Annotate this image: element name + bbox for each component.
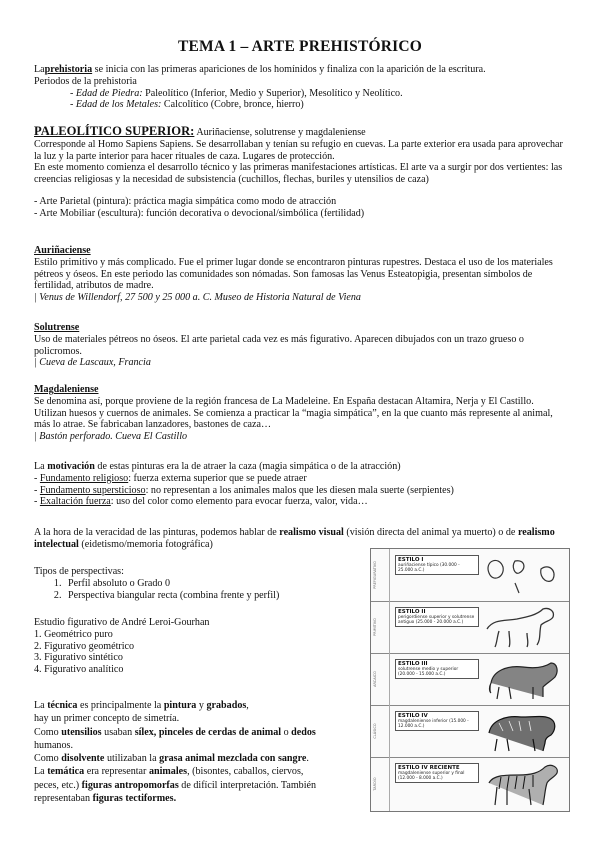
arte-mobiliar: - Arte Mobiliar (escultura): función decorativa o devocional/simbólica (fertilidad): [34, 207, 365, 219]
list-item: 4. Figurativo analítico: [34, 664, 124, 676]
estilo-row: [371, 757, 569, 811]
bison-art: [479, 657, 565, 701]
period-stone: - Edad de Piedra: Paleolítico (Inferior, Medio y Superior), Mesolítico y Neolítico.: [70, 87, 403, 99]
perspectivas-list: [34, 578, 364, 602]
bison-detailed-art: [479, 709, 565, 753]
solu-example: | Cueva de Lascaux, Francia: [34, 357, 151, 369]
tecnica-line-2: hay un primer concepto de simetría.: [34, 713, 180, 725]
magda-section: [34, 384, 566, 443]
estilo-row: [371, 653, 569, 706]
estilo-box: [395, 659, 479, 679]
estudio-label: Estudio figurativo de André Leroi-Gourhan: [34, 617, 210, 628]
row-side-label: PREFIGURATIVO: [373, 561, 377, 589]
period-metal: - Edad de los Metales: Calcolítico (Cobre, bronce, hierro): [70, 99, 304, 111]
list-item: 2. Perspectiva biangular recta (combina frente y perfil): [64, 590, 364, 602]
auri-section: [34, 245, 566, 304]
estilo-title: ESTILO II: [398, 609, 426, 615]
estilo-desc: solutrense medio y superior (20.000 - 15.000 a.C.): [398, 667, 459, 678]
paleolitico-p1: Corresponde al Homo Sapiens Sapiens. Se desarrollaban y tenían su refugio en cuevas. La parte exterior era usada para aprovechar la luz y la parte interior para hacer rituales de caza. Lugares de protección.: [34, 138, 563, 162]
estilo-title: ESTILO IV RECIENTE: [398, 765, 460, 771]
arte-parietal: - Arte Parietal (pintura): práctica magia simpática como modo de atracción: [34, 195, 337, 207]
tecnica-line-5: Como disolvente utilizaban la grasa animal mezclada con sangre.: [34, 753, 309, 765]
estilo-box: [395, 711, 479, 731]
estudio-section: [34, 617, 364, 676]
perspectivas-label: Tipos de perspectivas:: [34, 566, 124, 577]
motivacion-section: [34, 461, 566, 508]
tecnica-line-8: representaban figuras tectiformes.: [34, 793, 177, 805]
row-side-label: TARDÍO: [373, 777, 377, 791]
estilo-title: ESTILO III: [398, 661, 428, 667]
list-item: 2. Figurativo geométrico: [34, 640, 135, 652]
estilo-row: [371, 549, 569, 602]
list-item: 1. Perfil absoluto o Grado 0: [64, 578, 364, 590]
solu-text: Uso de materiales pétreos no óseos. El arte parietal cada vez es más figurativo. Aparecen dibujados con un trazo grueso o policromos.: [34, 333, 524, 357]
page-title: TEMA 1 – ARTE PREHISTÓRICO: [177, 38, 423, 55]
estilo-desc: magdaleniense inferior (15.000 - 12.000 a.C.): [398, 719, 469, 730]
motivacion-intro: La motivación de estas pinturas era la de atraer la caza (magia simpática o de la atracción): [34, 461, 401, 472]
perspectivas-section: [34, 566, 364, 601]
horse-outline-art: [479, 605, 565, 649]
tecnica-line-6: La temática era representar animales, (bisontes, caballos, ciervos,: [34, 766, 304, 778]
magda-example: | Bastón perforado. Cueva El Castillo: [34, 431, 188, 443]
estilo-title: ESTILO IV: [398, 713, 428, 719]
magda-heading: Magdaleniense: [34, 384, 99, 395]
fundamento-supersticioso: - Fundamento supersticioso: no representan a los animales malos que les diesen mala suerte (serpientes): [34, 484, 454, 496]
estilo-desc: magdaleniense superior y final (12.000 - 8.000 a.C.): [398, 771, 465, 782]
horse-striped-art: [479, 761, 565, 807]
paleolitico-section: [34, 126, 566, 220]
estilo-desc: auriñaciense típico (30.000 - 25.000 a.C.): [398, 563, 460, 574]
auri-text: Estilo primitivo y más complicado. Fue el primer lugar donde se encontraron pinturas rupestres. Destaca el uso de los materiales pétreos y óseos. En este periodo las comunidades son nómadas. Son famosas las Venus Esteatopigia, presentan símbolos de fertilidad, atributos de madre.: [34, 256, 553, 292]
estilo-box: [395, 607, 479, 627]
paleolitico-heading: PALEOLÍTICO SUPERIOR: Auriñaciense, solutrense y magdaleniense: [34, 124, 366, 138]
paleolitico-p2: En este momento comienza el desarrollo técnico y las primeras manifestaciones artísticas. El arte va a surgir por dos vertientes: las creencias religiosas y la necesidad de subsistencia (cuchillos, flechas, buriles y utensilios de caza): [34, 162, 563, 186]
intro-sentence: Laprehistoria se inicia con las primeras apariciones de los homínidos y finaliza con la aparición de la escritura.: [34, 64, 486, 75]
row-side-label: PRIMITIVO: [373, 618, 377, 636]
exaltacion-fuerza: - Exaltación fuerza: uso del color como elemento para evocar fuerza, valor, vida…: [34, 496, 368, 508]
intro-section: [34, 64, 566, 111]
solu-heading: Solutrense: [34, 322, 80, 333]
list-item: 1. Geométrico puro: [34, 628, 113, 640]
list-item: 3. Figurativo sintético: [34, 652, 123, 664]
tecnica-section: [34, 699, 364, 805]
row-side-label: CLÁSICO: [373, 723, 377, 739]
estilo-row: [371, 601, 569, 654]
realismo-text: A la hora de la veracidad de las pinturas, podemos hablar de realismo visual (visión directa del animal ya muerto) o de realismo intelectual (eidetismo/memoria fotográfica): [34, 527, 555, 550]
tecnica-line-7: peces, etc.) figuras antropomorfas de difícil interpretación. También: [34, 779, 317, 791]
row-side-label: ARCAICO: [373, 671, 377, 687]
tecnica-line-4: humanos.: [34, 739, 73, 751]
estilos-figure: [370, 548, 570, 812]
auri-heading: Auriñaciense: [34, 245, 91, 256]
magda-text: Se denomina así, porque proviene de la región francesa de La Madeleine. En España destacan Altamira, Nerja y El Castillo. Utilizan huesos y cuernos de animales. Se comienza a practicar la “magia simpática”, en la que cuanto más represente al animal, más lo atrae. Se fabricaban lanzadores, bastones de caza…: [34, 395, 553, 431]
tecnica-line-3: Como utensilios usaban sílex, pinceles de cerdas de animal o dedos: [34, 726, 316, 738]
fundamento-religioso: - Fundamento religioso: fuerza externa superior que se puede atraer: [34, 472, 307, 484]
solu-section: [34, 322, 566, 369]
estilo-row: [371, 705, 569, 758]
auri-example: | Venus de Willendorf, 27 500 y 25 000 a. C. Museo de Historia Natural de Viena: [34, 292, 361, 304]
ovoid-signs-art: [479, 553, 565, 597]
estilo-box: [395, 555, 479, 575]
estilo-title: ESTILO I: [398, 557, 424, 563]
estilo-desc: perigordiense superior y solutrense antiguo (25.000 - 20.000 a.C.): [398, 615, 475, 626]
periods-label: Periodos de la prehistoria: [34, 75, 137, 87]
estilo-box: [395, 763, 479, 783]
tecnica-line-1: La técnica es principalmente la pintura y grabados,: [34, 700, 249, 711]
